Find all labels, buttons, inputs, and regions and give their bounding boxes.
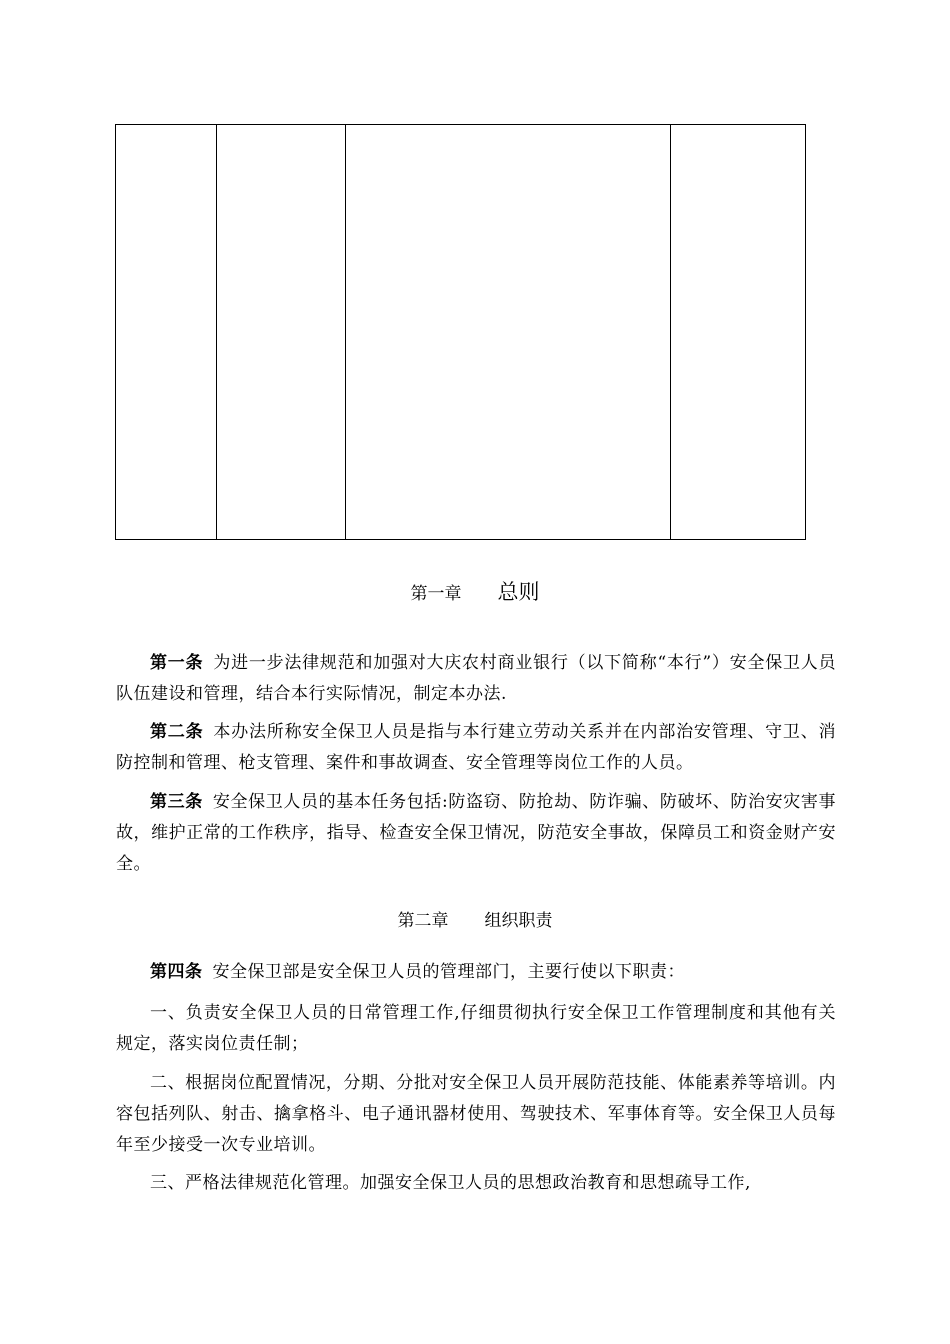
article-lead: 第一条 — [150, 653, 204, 673]
article-text: 安全保卫人员的基本任务包括:防盗窃、防抢劫、防诈骗、防破坏、防治安灾害事故，维护正常的工作秩序，指导、检查安全保卫情况，防范安全事故，保障员工和资金财产安全。 — [116, 792, 837, 874]
duty-paragraph: 一、负责安全保卫人员的日常管理工作,仔细贯彻执行安全保卫工作管理制度和其他有关规定，落实岗位责任制； — [116, 1003, 836, 1054]
article-text: 本办法所称安全保卫人员是指与本行建立劳动关系并在内部治安管理、守卫、消防控制和管理、枪支管理、案件和事故调查、安全管理等岗位工作的人员。 — [116, 722, 837, 773]
article-text: 安全保卫部是安全保卫人员的管理部门，主要行使以下职责： — [212, 962, 685, 982]
chapter-heading — [0, 576, 950, 606]
article-lead: 第四条 — [150, 962, 203, 982]
table-cell — [116, 125, 217, 540]
article-paragraph — [116, 787, 836, 880]
duty-paragraph: 二、根据岗位配置情况，分期、分批对安全保卫人员开展防范技能、体能素养等培训。内容包括列队、射击、擒拿格斗、电子通讯器材使用、驾驶技术、军事体育等。安全保卫人员每年至少接受一次专业培训。 — [116, 1073, 836, 1155]
table-cell — [346, 125, 671, 540]
table-cell — [671, 125, 806, 540]
article-paragraph — [116, 957, 836, 988]
chapter-heading — [0, 906, 950, 931]
article-paragraph — [116, 648, 836, 710]
chapter-name: 组织职责 — [484, 911, 553, 931]
chapter-name: 总则 — [497, 580, 540, 604]
chapter-number: 第二章 — [397, 911, 449, 931]
chapter-number: 第一章 — [410, 584, 462, 604]
duty-paragraph: 三、严格法律规范化管理。加强安全保卫人员的思想政治教育和思想疏导工作, — [150, 1173, 751, 1193]
blank-header-table — [115, 124, 806, 540]
table-cell — [217, 125, 346, 540]
article-lead: 第三条 — [150, 792, 203, 812]
article-lead: 第二条 — [150, 722, 204, 742]
article-paragraph — [116, 717, 836, 779]
article-text: 为进一步法律规范和加强对大庆农村商业银行（以下简称“本行”）安全保卫人员队伍建设和管理，结合本行实际情况，制定本办法. — [116, 653, 837, 704]
